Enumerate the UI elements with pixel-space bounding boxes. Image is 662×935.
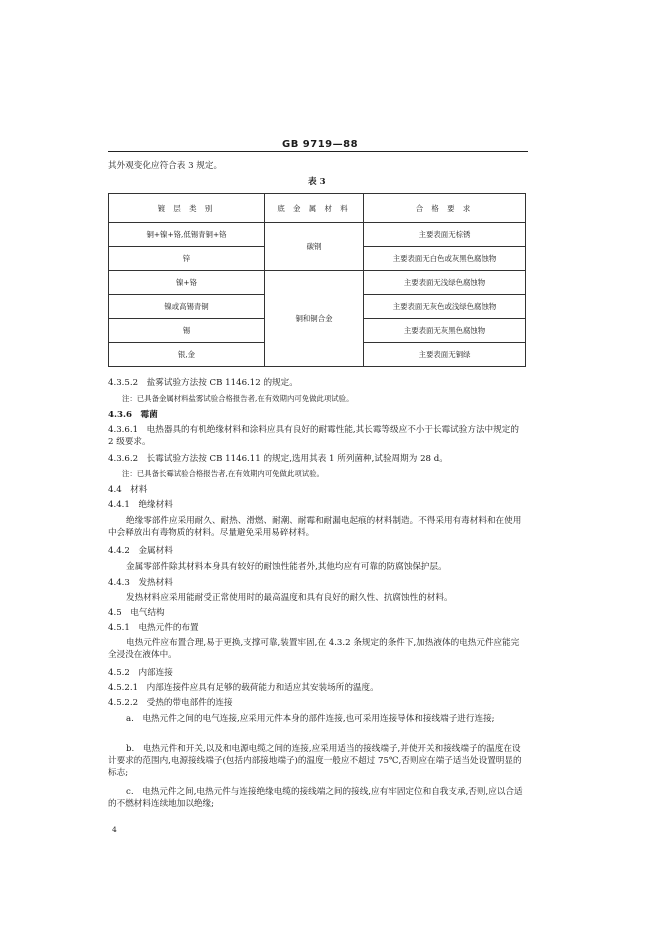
cell-requirement: 主要表面无棕锈 bbox=[364, 223, 526, 247]
clause-4-4-1-text: 绝缘零部件应采用耐久、耐热、滑燃、耐潮、耐霉和耐漏电起痕的材料制造。不得采用有毒材料和在使用中会释放出有毒物质的材料。尽量避免采用易碎材料。 bbox=[108, 516, 522, 538]
clause-4-4-2-text: 金属零部件除其材料本身具有较好的耐蚀性能者外,其他均应有可靠的防腐蚀保护层。 bbox=[126, 562, 447, 572]
item-c: c. 电热元件之间,电热元件与连接绝缘电缆的接线端之间的接线,应有牢固定位和自我支承,否则,应以合适的不燃材料连续地加以绝缘; bbox=[108, 787, 523, 809]
cell-coating: 锡 bbox=[109, 319, 265, 343]
clause-4-5-1: 4.5.1 电热元件的布置 bbox=[108, 623, 199, 633]
table-row bbox=[109, 223, 526, 247]
cell-coating: 铜+镍+铬,低锡青铜+铬 bbox=[109, 223, 265, 247]
clause-4-3-6-1: 4.3.6.1 电热器具的有机绝缘材料和涂料应具有良好的耐霉性能,其长霉等级应不小于长霉试验方法中规定的 2 级要求。 bbox=[108, 425, 519, 447]
header-rule bbox=[108, 151, 528, 152]
standard-number-header: GB 9719—88 bbox=[282, 139, 359, 150]
cell-requirement: 主要表面无浅绿色腐蚀物 bbox=[364, 271, 526, 295]
col-header-requirement: 合 格 要 求 bbox=[364, 194, 526, 223]
cell-base-metal: 铜和铜合金 bbox=[265, 271, 364, 367]
item-b: b. 电热元件和开关,以及和电源电缆之间的连接,应采用适当的接线端子,并使开关和接线端子的温度在设计要求的范围内,电源接线端子(包括内部接地端子)的温度一般应不超过 75℃,否则应在端子适当处设置明显的标志; bbox=[108, 744, 522, 778]
clause-4-5-1-text: 电热元件应布置合理,易于更换,支撑可靠,装置牢固,在 4.3.2 条规定的条件下,加热液体的电热元件应能完全浸没在液体中。 bbox=[108, 638, 520, 660]
clause-4-5-2-2: 4.5.2.2 受热的带电部件的连接 bbox=[108, 698, 233, 708]
intro-text: 其外观变化应符合表 3 规定。 bbox=[108, 161, 223, 171]
page-number: 4 bbox=[112, 825, 117, 834]
table-header-row bbox=[109, 194, 526, 223]
cell-requirement: 主要表面无灰黑色腐蚀物 bbox=[364, 319, 526, 343]
coating-table bbox=[108, 193, 526, 367]
table-row bbox=[109, 271, 526, 295]
col-header-base-metal: 底 金 属 材 料 bbox=[265, 194, 364, 223]
note-salt-spray: 注：已具备金属材料盐雾试验合格报告者,在有效期内可免做此项试验。 bbox=[122, 394, 354, 403]
clause-4-4-2: 4.4.2 金属材料 bbox=[108, 546, 173, 556]
clause-4-3-6-2: 4.3.6.2 长霉试验方法按 CB 1146.11 的规定,选用其表 1 所列菌种,试验周期为 28 d。 bbox=[108, 454, 448, 464]
clause-4-5-2: 4.5.2 内部连接 bbox=[108, 668, 173, 678]
table-caption: 表 3 bbox=[308, 177, 326, 187]
cell-requirement: 主要表面无铜绿 bbox=[364, 343, 526, 367]
note-mould: 注：已具备长霉试验合格报告者,在有效期内可免做此项试验。 bbox=[122, 469, 324, 478]
clause-4-3-6: 4.3.6 霉菌 bbox=[108, 410, 158, 420]
cell-coating: 镍或高锡青铜 bbox=[109, 295, 265, 319]
clause-4-4: 4.4 材料 bbox=[108, 485, 148, 495]
cell-requirement: 主要表面无白色或灰黑色腐蚀物 bbox=[364, 247, 526, 271]
cell-coating: 镍+铬 bbox=[109, 271, 265, 295]
clause-4-4-1: 4.4.1 绝缘材料 bbox=[108, 500, 173, 510]
cell-coating: 锌 bbox=[109, 247, 265, 271]
clause-4-4-3-text: 发热材料应采用能耐受正常使用时的最高温度和具有良好的耐久性、抗腐蚀性的材料。 bbox=[126, 593, 453, 603]
cell-requirement: 主要表面无灰色或浅绿色腐蚀物 bbox=[364, 295, 526, 319]
col-header-coating: 镀 层 类 别 bbox=[109, 194, 265, 223]
clause-4-5: 4.5 电气结构 bbox=[108, 608, 165, 618]
cell-base-metal: 碳钢 bbox=[265, 223, 364, 271]
clause-4-4-3: 4.4.3 发热材料 bbox=[108, 578, 173, 588]
clause-4-5-2-1: 4.5.2.1 内部连接件应具有足够的载荷能力和适应其安装场所的温度。 bbox=[108, 683, 379, 693]
cell-coating: 银,金 bbox=[109, 343, 265, 367]
clause-4-3-5-2: 4.3.5.2 盐雾试验方法按 CB 1146.12 的规定。 bbox=[108, 378, 298, 388]
item-a: a. 电热元件之间的电气连接,应采用元件本身的部件连接,也可采用连接导体和接线端子进行连接; bbox=[126, 714, 495, 724]
